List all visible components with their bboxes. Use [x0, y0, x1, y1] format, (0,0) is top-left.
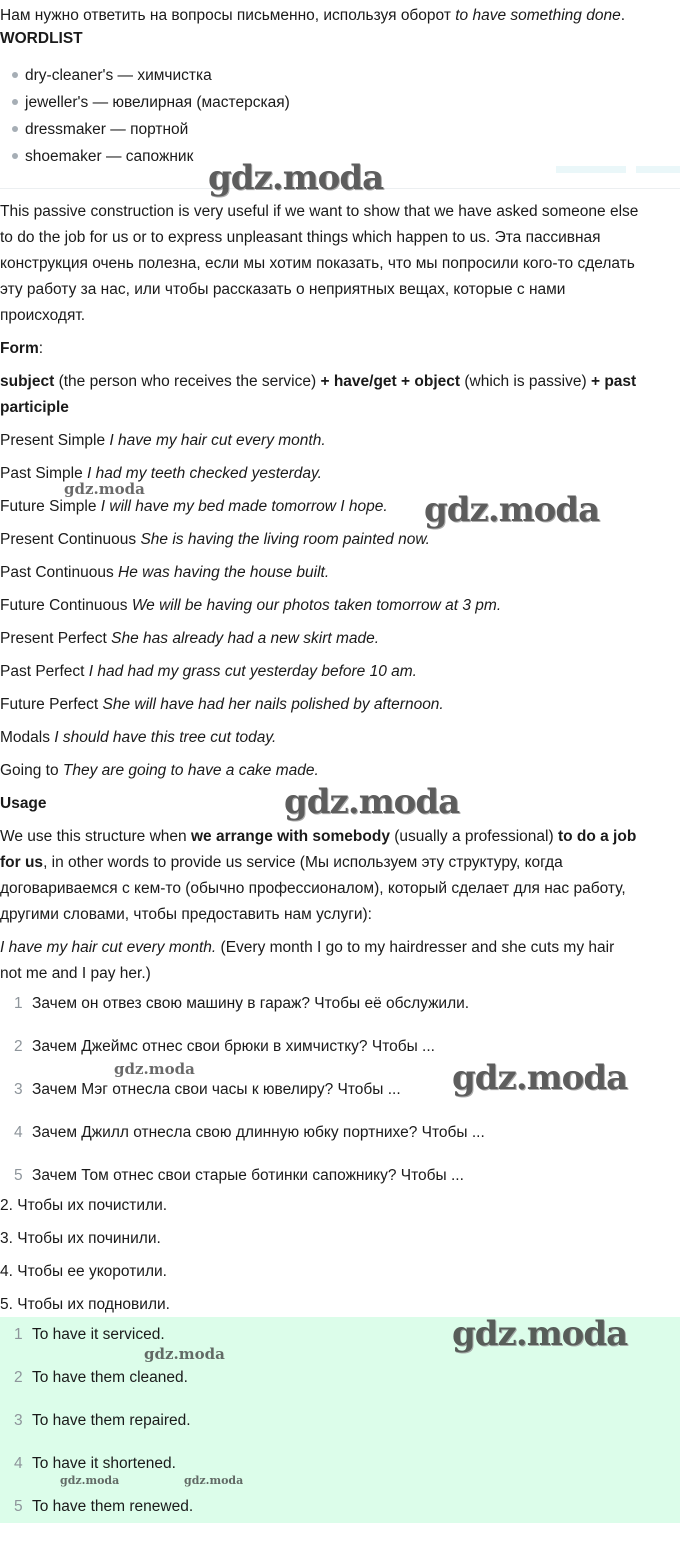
question-item: 5 Зачем Том отнес свои старые ботинки сапожнику? Чтобы ... — [14, 1167, 464, 1184]
answer-item: 4 To have it shortened. — [14, 1455, 176, 1472]
wordlist-item: jeweller's — ювелирная (мастерская) — [12, 90, 290, 116]
tense-example: Future Perfect She will have had her nails polished by afternoon. — [0, 696, 444, 713]
bullet-icon — [12, 126, 18, 132]
wordlist-item: dressmaker — портной — [12, 117, 188, 143]
usage-line: другими словами, чтобы предоставить нам услуги): — [0, 906, 372, 923]
tense-example: Present Simple I have my hair cut every month. — [0, 432, 326, 449]
usage-line: We use this structure when we arrange with somebody (usually a professional) to do a job — [0, 828, 637, 845]
translation-item: 4. Чтобы ее укоротили. — [0, 1263, 167, 1280]
intro-end: . — [620, 7, 626, 24]
watermark-logo: gdz.moda — [184, 1474, 244, 1487]
usage-line: договариваемся с кем-то (обычно профессионалом), который сделает для нас работу, — [0, 880, 626, 897]
usage-title: Usage — [0, 795, 47, 812]
watermark-logo: gdz.moda — [64, 480, 145, 498]
watermark-logo: gdz.moda — [60, 1474, 120, 1487]
watermark-logo: gdz.moda — [114, 1060, 195, 1078]
tense-example: Present Continuous She is having the living room painted now. — [0, 531, 430, 548]
intro-text: Нам нужно ответить на вопросы письменно, используя оборот — [0, 7, 456, 24]
watermark-logo: gdz.moda — [452, 1314, 628, 1354]
translation-item: 3. Чтобы их починили. — [0, 1230, 161, 1247]
watermark-logo: gdz.moda — [208, 158, 384, 198]
usage-example: I have my hair cut every month. (Every month I go to my hairdresser and she cuts my hair — [0, 939, 615, 956]
translation-item: 5. Чтобы их подновили. — [0, 1296, 170, 1313]
intro-italic: to have something done — [455, 7, 621, 24]
tense-example: Going to They are going to have a cake made. — [0, 762, 319, 779]
explanation-line: конструкция очень полезна, если мы хотим показать, что мы попросили кого-то сделать — [0, 255, 635, 272]
decorative-bar — [636, 166, 680, 173]
watermark-logo: gdz.moda — [284, 782, 460, 822]
usage-line: for us, in other words to provide us service (Мы используем эту структуру, когда — [0, 854, 563, 871]
translation-item: 2. Чтобы их почистили. — [0, 1197, 168, 1214]
usage-example: not me and I pay her.) — [0, 965, 151, 982]
tense-example: Present Perfect She has already had a new skirt made. — [0, 630, 380, 647]
explanation-line: This passive construction is very useful if we want to show that we have asked someone else — [0, 203, 639, 220]
tense-example: Future Simple I will have my bed made tomorrow I hope. — [0, 498, 388, 515]
question-item: 2 Зачем Джеймс отнес свои брюки в химчистку? Чтобы ... — [14, 1038, 435, 1055]
answer-item: 3 To have them repaired. — [14, 1412, 191, 1429]
form-title: Form: — [0, 340, 44, 357]
tense-example: Past Perfect I had had my grass cut yesterday before 10 am. — [0, 663, 417, 680]
bullet-icon — [12, 153, 18, 159]
question-item: 1 Зачем он отвез свою машину в гараж? Чтобы её обслужили. — [14, 995, 470, 1012]
explanation-line: to do the job for us or to express unpleasant things which happen to us. Эта пассивная — [0, 229, 601, 246]
tense-example: Past Continuous He was having the house built. — [0, 564, 330, 581]
answer-item: 2 To have them cleaned. — [14, 1369, 188, 1386]
decorative-bar — [556, 166, 626, 173]
form-formula: subject (the person who receives the service) + have/get + object (which is passive) + past — [0, 373, 637, 390]
intro-line — [0, 3, 625, 29]
answer-item: 1 To have it serviced. — [14, 1326, 165, 1343]
watermark-logo: gdz.moda — [452, 1058, 628, 1098]
question-item: 3 Зачем Мэг отнесла свои часы к ювелиру? Чтобы ... — [14, 1081, 401, 1098]
bullet-icon — [12, 72, 18, 78]
watermark-logo: gdz.moda — [424, 490, 600, 530]
answer-item: 5 To have them renewed. — [14, 1498, 194, 1515]
bullet-icon — [12, 99, 18, 105]
wordlist-item: dry-cleaner's — химчистка — [12, 63, 212, 89]
watermark-logo: gdz.moda — [144, 1345, 225, 1363]
explanation-line: происходят. — [0, 307, 86, 324]
wordlist-title: WORDLIST — [0, 30, 83, 47]
tense-example: Modals I should have this tree cut today. — [0, 729, 277, 746]
tense-example: Future Continuous We will be having our photos taken tomorrow at 3 pm. — [0, 597, 502, 614]
wordlist-item: shoemaker — сапожник — [12, 144, 193, 170]
tense-example: Past Simple I had my teeth checked yesterday. — [0, 465, 322, 482]
form-formula-end: participle — [0, 399, 69, 416]
question-item: 4 Зачем Джилл отнесла свою длинную юбку портнихе? Чтобы ... — [14, 1124, 485, 1141]
explanation-line: эту работу за нас, или чтобы рассказать о неприятных вещах, которые с нами — [0, 281, 566, 298]
